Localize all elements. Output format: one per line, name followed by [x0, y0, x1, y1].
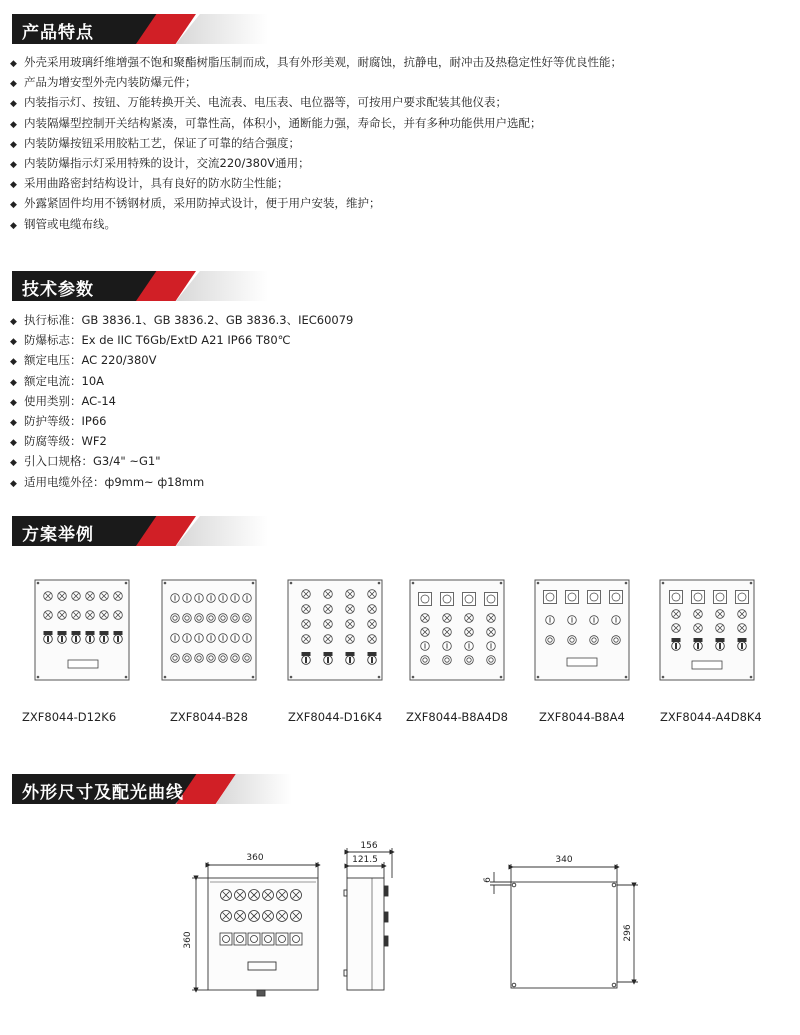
front-view — [192, 862, 318, 996]
dim-front-height: 360 — [183, 931, 193, 949]
section-title: 技术参数 — [22, 280, 94, 300]
section-title: 外形尺寸及配光曲线 — [22, 783, 184, 803]
list-item: ◆ 内装防爆按钮采用胶粘工艺，保证了可靠的结合强度； — [10, 135, 300, 150]
mounting-view — [490, 864, 638, 988]
scheme-panel-d16k4 — [288, 580, 382, 680]
list-item: ◆ 额定电流：10A — [10, 373, 104, 388]
scheme-panels — [0, 578, 800, 728]
scheme-label: ZXF8044-B8A4D8 — [406, 710, 508, 724]
section-title: 方案举例 — [22, 525, 94, 545]
dim-side-depth-total: 156 — [360, 841, 378, 851]
scheme-panel-b8a4 — [535, 580, 629, 680]
scheme-label: ZXF8044-D16K4 — [288, 710, 383, 724]
section-header-schemes — [12, 516, 272, 546]
list-item: ◆ 内装指示灯、按钮、万能转换开关、电流表、电压表、电位器等，可按用户要求配装其他仪表； — [10, 95, 507, 110]
features-list — [10, 52, 622, 234]
scheme-label: ZXF8044-B28 — [170, 710, 248, 724]
section-title: 产品特点 — [22, 23, 94, 43]
list-item: ◆ 内装防爆指示灯采用特殊的设计，交流220/380V通用； — [10, 155, 310, 170]
scheme-panel-a4d8k4 — [660, 580, 754, 680]
section-header-features — [12, 14, 272, 44]
dim-mount-hole: 6 — [483, 877, 493, 883]
dim-side-depth-body: 121.5 — [352, 855, 378, 865]
side-view — [344, 848, 392, 990]
scheme-panel-b28 — [162, 580, 256, 680]
list-item: ◆ 防腐等级：WF2 — [10, 434, 107, 449]
list-item: ◆ 使用类别：AC-14 — [10, 393, 116, 408]
dimension-drawing — [0, 830, 800, 1030]
list-item: ◆ 产品为增安型外壳内装防爆元件； — [10, 75, 197, 90]
list-item: ◆ 钢管或电缆布线。 — [10, 216, 116, 231]
dim-front-width: 360 — [246, 853, 264, 863]
list-item: ◆ 额定电压：AC 220/380V — [10, 353, 157, 368]
list-item: ◆ 外壳采用玻璃纤维增强不饱和聚酯树脂压制而成，具有外形美观，耐腐蚀，抗静电，耐冲击及热稳定性好等优良性能； — [10, 55, 622, 69]
tech-params-list — [10, 310, 353, 492]
scheme-panel-b8a4d8 — [410, 580, 504, 680]
scheme-label: ZXF8044-B8A4 — [539, 710, 625, 724]
list-item: ◆ 内装隔爆型控制开关结构紧凑，可靠性高，体积小，通断能力强，寿命长，并有多种功能供用户选配； — [10, 115, 542, 130]
list-item: ◆ 执行标准：GB 3836.1、GB 3836.2、GB 3836.3、IEC60079 — [10, 313, 354, 327]
section-header-tech — [12, 271, 272, 301]
list-item: ◆ 适用电缆外径：ф9mm~ ф18mm — [10, 474, 205, 489]
section-header-dimensions — [12, 774, 292, 804]
scheme-label: ZXF8044-D12K6 — [22, 710, 117, 724]
scheme-labels — [0, 710, 800, 728]
scheme-panel-d12k6 — [35, 580, 129, 680]
list-item: ◆ 引入口规格：G3/4" ~G1" — [10, 454, 161, 469]
list-item: ◆ 防爆标志：Ex de IIC T6Gb/ExtD A21 IP66 T80℃ — [10, 333, 291, 348]
list-item: ◆ 采用曲路密封结构设计，具有良好的防水防尘性能； — [10, 176, 289, 191]
dim-mount-width: 340 — [555, 855, 573, 865]
list-item: ◆ 防护等级：IP66 — [10, 413, 107, 428]
dim-mount-height: 296 — [623, 924, 633, 942]
list-item: ◆ 外露紧固件均用不锈钢材质，采用防掉式设计，便于用户安装，维护； — [10, 196, 381, 211]
scheme-label: ZXF8044-A4D8K4 — [660, 710, 762, 724]
